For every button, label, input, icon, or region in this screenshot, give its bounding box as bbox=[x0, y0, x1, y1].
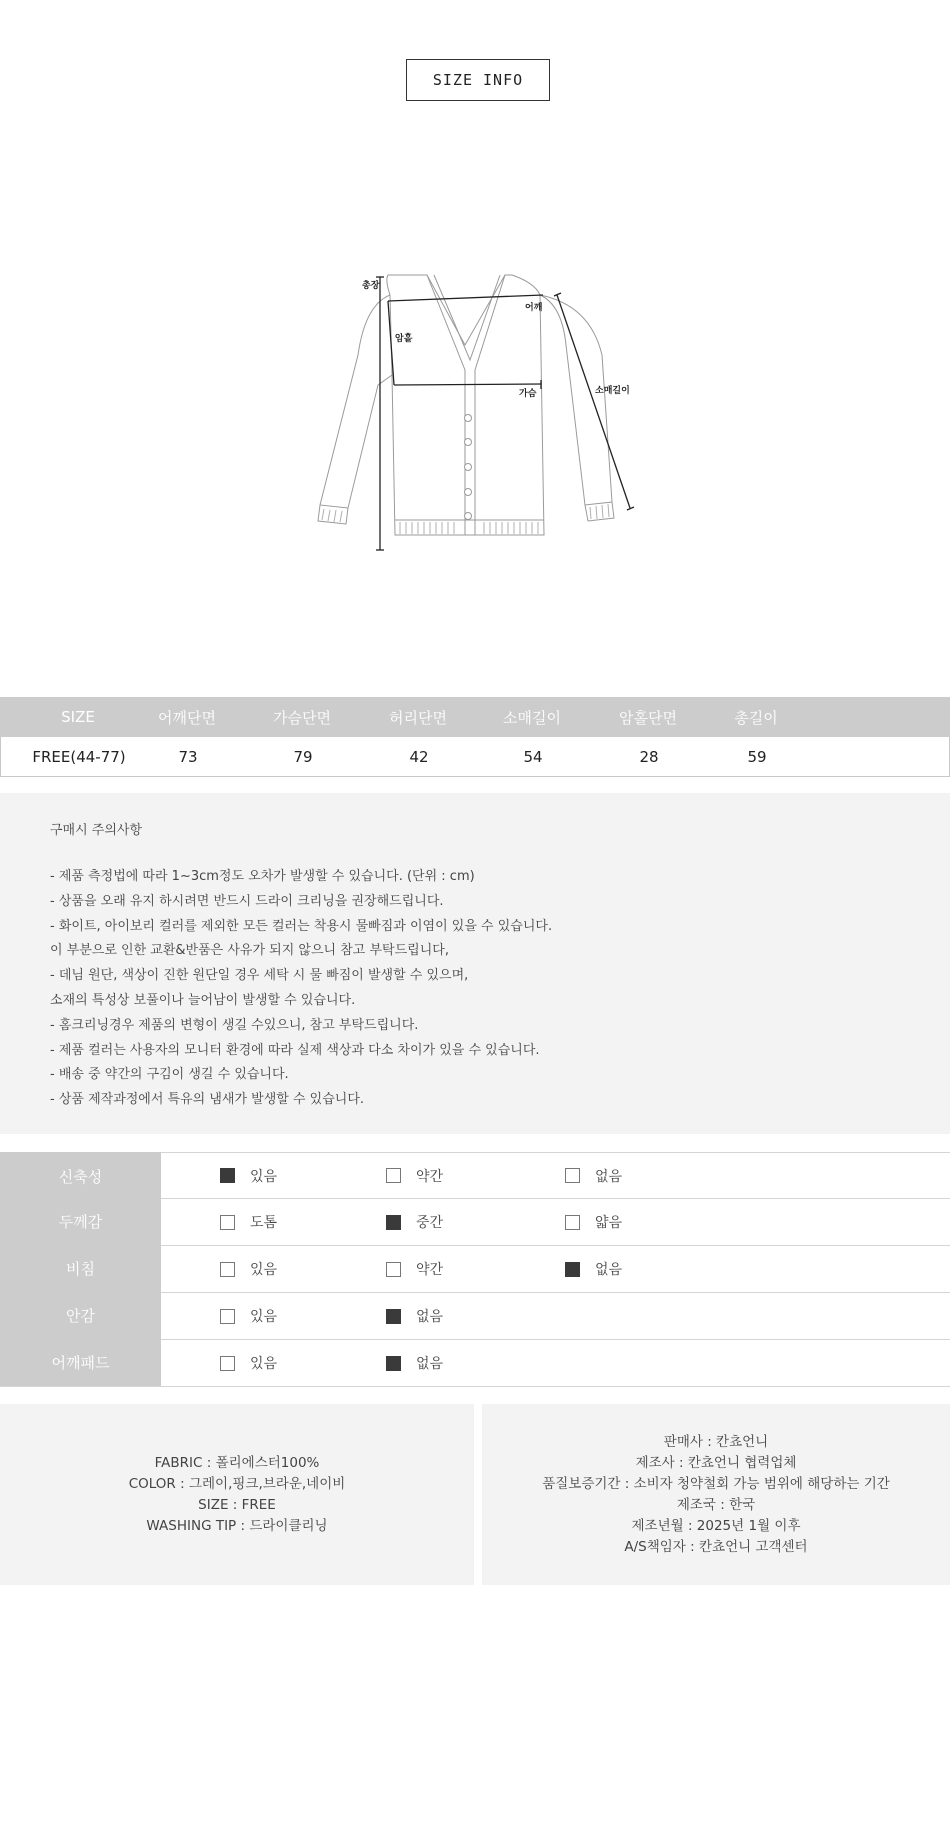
seller-info-panel bbox=[482, 1404, 950, 1585]
header-cell: 가슴단면 bbox=[273, 708, 331, 727]
option-label: 약간 bbox=[416, 1262, 444, 1278]
option-item bbox=[565, 1246, 622, 1292]
checkbox-checked bbox=[565, 1262, 580, 1277]
manufacture-date-info: 제조년월 : 2025년 1월 이후 bbox=[631, 1517, 801, 1534]
washing-info: WASHING TIP : 드라이클리닝 bbox=[146, 1517, 328, 1534]
header-cell: SIZE bbox=[61, 708, 95, 726]
property-row-lining bbox=[0, 1293, 950, 1340]
option-item bbox=[386, 1199, 443, 1245]
size-info-title: SIZE INFO bbox=[406, 59, 550, 101]
option-label: 중간 bbox=[416, 1215, 444, 1231]
checkbox-empty bbox=[220, 1309, 235, 1324]
option-label: 있음 bbox=[250, 1309, 278, 1325]
as-contact-info: A/S책임자 : 칸쵸언니 고객센터 bbox=[624, 1538, 808, 1555]
country-info: 제조국 : 한국 bbox=[676, 1496, 756, 1513]
table-cell: 54 bbox=[523, 747, 543, 766]
option-label: 있음 bbox=[250, 1262, 278, 1278]
fabric-info: FABRIC : 폴리에스터100% bbox=[154, 1454, 320, 1471]
option-item bbox=[220, 1153, 277, 1198]
option-item bbox=[565, 1153, 622, 1198]
option-item bbox=[386, 1246, 443, 1292]
notice-item: - 제품 컬러는 사용자의 모니터 환경에 따라 실제 색상과 다소 차이가 있을 수 있습니다. bbox=[50, 1042, 540, 1058]
property-label: 신축성 bbox=[0, 1152, 161, 1200]
property-row-sheerness bbox=[0, 1246, 950, 1293]
label-chest: 가슴 bbox=[519, 389, 537, 399]
property-label: 어깨패드 bbox=[0, 1339, 161, 1386]
option-label: 없음 bbox=[416, 1309, 444, 1325]
label-shoulder: 어깨 bbox=[525, 303, 543, 313]
notice-item: - 상품 제작과정에서 특유의 냄새가 발생할 수 있습니다. bbox=[50, 1092, 365, 1108]
option-item bbox=[386, 1340, 443, 1386]
option-label: 약간 bbox=[416, 1168, 444, 1185]
option-label: 있음 bbox=[250, 1356, 278, 1372]
table-cell: 79 bbox=[293, 747, 313, 766]
checkbox-checked bbox=[386, 1309, 401, 1324]
label-sleeve: 소매길이 bbox=[595, 386, 630, 396]
seller-info: 판매사 : 칸쵸언니 bbox=[663, 1433, 769, 1450]
option-item bbox=[220, 1246, 277, 1292]
option-item bbox=[386, 1293, 443, 1339]
checkbox-checked bbox=[386, 1356, 401, 1371]
table-cell: FREE(44-77) bbox=[32, 747, 126, 766]
notice-item: - 제품 측정법에 따라 1~3cm정도 오차가 발생할 수 있습니다. (단위 : cm) bbox=[50, 869, 475, 884]
product-info-panel bbox=[0, 1404, 474, 1585]
notice-title: 구매시 주의사항 bbox=[50, 823, 143, 838]
option-item bbox=[565, 1199, 622, 1245]
table-cell: 42 bbox=[409, 747, 429, 766]
option-label: 도톰 bbox=[250, 1215, 278, 1231]
header-cell: 암홀단면 bbox=[619, 708, 677, 727]
size-table-header bbox=[0, 697, 950, 737]
checkbox-checked bbox=[220, 1168, 235, 1183]
table-cell: 28 bbox=[639, 747, 659, 766]
notice-item: - 화이트, 아이보리 컬러를 제외한 모든 컬러는 착용시 물빠짐과 이염이 있을 수 있습니다. bbox=[50, 918, 553, 934]
checkbox-empty bbox=[386, 1168, 401, 1183]
header-cell: 어깨단면 bbox=[158, 708, 216, 727]
header-cell: 소매길이 bbox=[503, 708, 561, 727]
checkbox-empty bbox=[220, 1262, 235, 1277]
property-label: 두께감 bbox=[0, 1198, 161, 1245]
checkbox-empty bbox=[386, 1262, 401, 1277]
notice-item: 이 부분으로 인한 교환&반품은 사유가 되지 않으니 참고 부탁드립니다, bbox=[50, 943, 449, 959]
size-table bbox=[0, 697, 950, 777]
purchase-notice bbox=[0, 793, 950, 1134]
checkbox-empty bbox=[565, 1215, 580, 1230]
checkbox-checked bbox=[386, 1215, 401, 1230]
notice-list bbox=[50, 865, 950, 1113]
table-row bbox=[0, 737, 950, 777]
option-label: 없음 bbox=[595, 1168, 623, 1185]
header-cell: 허리단면 bbox=[389, 708, 447, 727]
notice-item: 소재의 특성상 보풀이나 늘어남이 발생할 수 있습니다. bbox=[50, 992, 356, 1008]
notice-item: - 홈크리닝경우 제품의 변형이 생길 수있으니, 참고 부탁드립니다. bbox=[50, 1017, 419, 1033]
label-armhole: 암홀 bbox=[395, 334, 413, 344]
option-item bbox=[386, 1153, 443, 1198]
notice-item: - 배송 중 약간의 구김이 생길 수 있습니다. bbox=[50, 1067, 289, 1083]
header-cell: 총길이 bbox=[734, 708, 778, 727]
warranty-info: 품질보증기간 : 소비자 청약철회 가능 범위에 해당하는 기간 bbox=[542, 1475, 890, 1492]
label-length: 총장 bbox=[362, 281, 380, 291]
property-row-shoulder-pad bbox=[0, 1340, 950, 1387]
option-label: 얇음 bbox=[595, 1215, 623, 1231]
property-label: 안감 bbox=[0, 1292, 161, 1339]
color-info: COLOR : 그레이,핑크,브라운,네이비 bbox=[128, 1475, 346, 1492]
option-label: 있음 bbox=[250, 1168, 278, 1185]
notice-item: - 데님 원단, 색상이 진한 원단일 경우 세탁 시 물 빠짐이 발생할 수 있으며, bbox=[50, 968, 469, 984]
checkbox-empty bbox=[220, 1215, 235, 1230]
table-cell: 59 bbox=[747, 747, 767, 766]
maker-info: 제조사 : 칸쵸언니 협력업체 bbox=[635, 1454, 797, 1471]
table-cell: 73 bbox=[178, 747, 198, 766]
property-label: 비침 bbox=[0, 1245, 161, 1292]
notice-item: - 상품을 오래 유지 하시려면 반드시 드라이 크리닝을 권장해드립니다. bbox=[50, 893, 444, 909]
option-item bbox=[220, 1293, 277, 1339]
checkbox-empty bbox=[220, 1356, 235, 1371]
option-label: 없음 bbox=[595, 1262, 623, 1278]
property-row-thickness bbox=[0, 1199, 950, 1246]
checkbox-empty bbox=[565, 1168, 580, 1183]
option-item bbox=[220, 1199, 277, 1245]
option-item bbox=[220, 1340, 277, 1386]
fabric-properties bbox=[0, 1152, 950, 1387]
option-label: 없음 bbox=[416, 1356, 444, 1372]
cardigan-size-diagram bbox=[300, 265, 660, 565]
size-info: SIZE : FREE bbox=[198, 1496, 276, 1513]
property-row-stretch bbox=[0, 1152, 950, 1199]
